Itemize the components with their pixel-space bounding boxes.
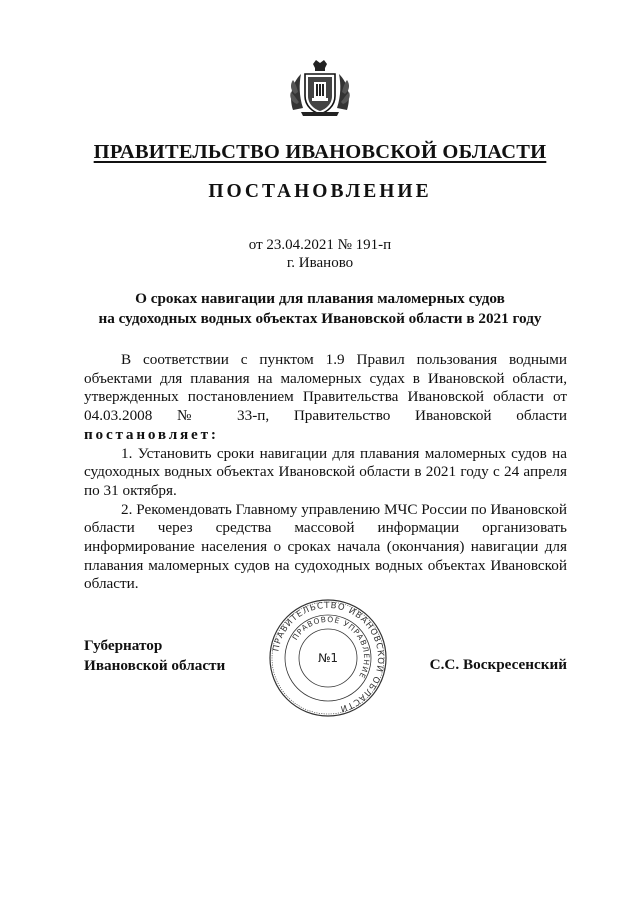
official-stamp-seal: [268, 598, 388, 718]
stamp-center-text: №1: [317, 651, 339, 665]
item-2-paragraph: 2. Рекомендовать Главному управлению МЧС России по Ивановской области через средства массовой информации организовать информирование населения о сроках начала (окончания) навигации для плавания маломерных судов на судоходных водных объектах Ивановской области.: [84, 500, 567, 593]
subject-line-1: О сроках навигации для плавания маломерных судов: [135, 290, 505, 307]
signatory-name: С.С. Воскресенский: [429, 656, 567, 673]
signatory-position-line-2: Ивановской области: [84, 657, 226, 674]
svg-text:ПРАВОВОЕ УПРАВЛЕНИЕ: [291, 615, 372, 681]
stamp-outer-text: ПРАВИТЕЛЬСТВО ИВАНОВСКОЙ ОБЛАСТИ: [271, 600, 386, 714]
subject-line-2: на судоходных водных объектах Ивановской области в 2021 году: [98, 310, 542, 327]
organization-title: ПРАВИТЕЛЬСТВО ИВАНОВСКОЙ ОБЛАСТИ: [93, 141, 547, 163]
signatory-position: [84, 636, 225, 676]
document-body: [84, 351, 567, 594]
coat-of-arms-emblem: [285, 58, 355, 118]
preamble-text: В соответствии с пунктом 1.9 Правил пользования водными объектами для плавания на маломерных судах в Ивановской области, утвержденных постановлением Правительства Ивановской области от 04.03.2008 № 33-п, Правительство Ивановской области: [84, 351, 567, 425]
signatory-position-line-1: Губернатор: [84, 637, 163, 654]
decree-word: постановляет:: [84, 425, 219, 443]
item-1-paragraph: 1. Установить сроки навигации для плавания маломерных судов на судоходных водных объектах Ивановской области в 2021 году с 24 апреля по 31 октября.: [84, 444, 567, 499]
document-date-number: от 23.04.2021 № 191-п: [248, 237, 392, 253]
document-type-heading: ПОСТАНОВЛЕНИЕ: [208, 181, 432, 202]
stamp-inner-text: ПРАВОВОЕ УПРАВЛЕНИЕ: [290, 614, 372, 681]
document-subject: [40, 289, 600, 329]
document-city: г. Иваново: [286, 255, 354, 271]
preamble-paragraph: [84, 351, 567, 445]
